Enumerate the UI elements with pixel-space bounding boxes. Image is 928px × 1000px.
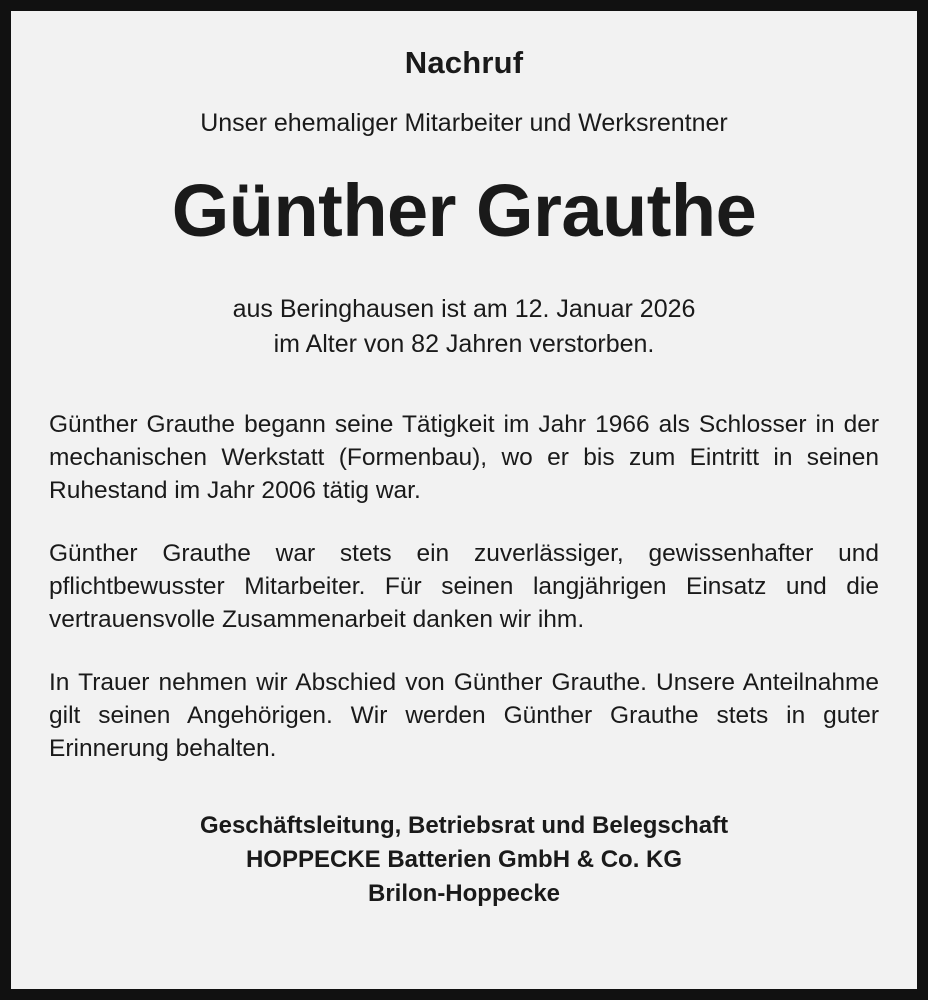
- obituary-paragraph-1: Günther Grauthe begann seine Tätigkeit im Jahr 1966 als Schlosser in der mechanischen Werkstatt (Formenbau), wo er bis zum Eintritt in seinen Ruhestand im Jahr 2006 tätig war.: [49, 410, 879, 504]
- signature-block: [49, 809, 879, 911]
- death-details: [49, 292, 879, 362]
- signature-line-3: Brilon-Hoppecke: [367, 880, 561, 908]
- notice-intro-line: Unser ehemaliger Mitarbeiter und Werksrentner: [200, 109, 728, 137]
- obituary-paragraph-3: In Trauer nehmen wir Abschied von Günther Grauthe. Unsere Anteilnahme gilt seinen Angehörigen. Wir werden Günther Grauthe stets in guter Erinnerung behalten.: [49, 669, 879, 763]
- signature-line-2: HOPPECKE Batterien GmbH & Co. KG: [245, 846, 683, 874]
- signature-line-1: Geschäftsleitung, Betriebsrat und Belegschaft: [199, 812, 729, 840]
- death-details-line-1: aus Beringhausen ist am 12. Januar 2026: [232, 294, 696, 323]
- deceased-name: Günther Grauthe: [171, 169, 757, 252]
- obituary-paragraph-2: Günther Grauthe war stets ein zuverlässiger, gewissenhafter und pflichtbewusster Mitarbeiter. Für seinen langjährigen Einsatz und die vertrauensvolle Zusammenarbeit danken wir ihm.: [49, 539, 879, 633]
- death-details-line-2: im Alter von 82 Jahren verstorben.: [273, 329, 655, 358]
- notice-headline: Nachruf: [404, 45, 524, 80]
